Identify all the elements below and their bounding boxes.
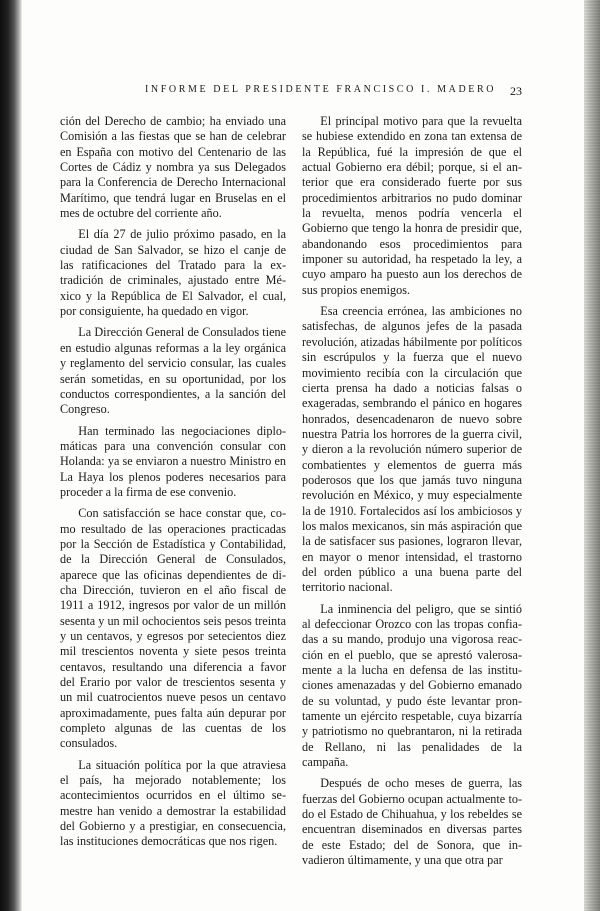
paragraph: Con satisfacción se hace constar que, como resultado de las operaciones practicadas por la Sección de Estadística y Contabilidad, de la Dirección General de Consulados, aparece que las oficinas dependientes de dicha Dirección, tuvieron en el año fiscal de 1911 a 1912, ingresos por valor de un millón sesenta y un mil ochocientos seis pesos treinta y un centavos, y egresos por setecientos diez mil trescientos noventa y siete pesos treinta centavos, resultando una diferencia a favor del Erario por valor de trescientos sesenta y un mil cuatrocientos nueve pesos un centavo aproximadamente, pues falta aún depurar por completo algunas de las cuentas de los consulados. — [60, 506, 286, 751]
paragraph: La situación política por la que atraviesa el país, ha mejorado notablemente; los acontecimientos ocurridos en el último semestre han venido a demostrar la estabilidad del Gobierno y a prestigiar, en consecuencia, las instituciones democráticas que nos rigen. — [60, 757, 286, 849]
paragraph: ción del Derecho de cambio; ha enviado una Comisión a las fiestas que se han de celebrar en España con motivo del Centenario de las Cortes de Cádiz y nombra ya sus Delegados para la Conferencia de Derecho Internacional Marítimo, que tendrá lugar en Bruselas en el mes de octubre del corriente año. — [60, 114, 286, 221]
paragraph: Han terminado las negociaciones diplomáticas para una convención consular con Holanda: ya se enviaron a nuestro Ministro en La Haya los plenos poderes necesarios para proceder a la firma de ese convenio. — [60, 423, 286, 499]
page-number: 23 — [510, 84, 522, 98]
paragraph: Después de ocho meses de guerra, las fuerzas del Gobierno ocupan actualmente todo el Estado de Chihuahua, y los rebeldes se encuentran diseminados en diversas partes de este Estado; del de Sonora, que invadieron últimamente, y una que otra par — [302, 776, 522, 868]
book-binding-shadow — [0, 0, 22, 911]
page-header — [60, 84, 522, 102]
paragraph: El día 27 de julio próximo pasado, en la ciudad de San Salvador, se hizo el canje de las ratificaciones del Tratado para la extradición de criminales, ajustado entre México y la República de El Salvador, el cual, por consiguiente, ha quedado en vigor. — [60, 227, 286, 319]
running-title: INFORME DEL PRESIDENTE FRANCISCO I. MADERO — [145, 84, 497, 95]
paragraph: El principal motivo para que la revuelta se hubiese extendido en zona tan extensa de la República, fué la impresión de que el actual Gobierno era débil; porque, si el anterior que era considerado fuerte por sus procedimientos arbitrarios no pudo dominar la revuelta, menos podría vencerla el Gobierno que tengo la honra de presidir que, abandonando esos procedimientos para imponer su autoridad, ha respetado la ley, a cuyo amparo ha puesto aun los derechos de sus propios enemigos. — [302, 114, 522, 297]
paragraph: La Dirección General de Consulados tiene en estudio algunas reformas a la ley orgánica y reglamento del servicio consular, las cuales serán sometidas, en su oportunidad, por los conductos correspondientes, a la sanción del Congreso. — [60, 325, 286, 417]
page-edge — [584, 0, 600, 911]
left-column — [60, 114, 286, 856]
paragraph: La inminencia del peligro, que se sintió al defeccionar Orozco con las tropas confiadas a su mando, produjo una vigorosa reacción en el pueblo, que se aprestó valerosamente a la lucha en defensa de las instituciones amenazadas y del Gobierno emanado de su voluntad, y pudo éste levantar prontamente un ejército respetable, cuya bizarría y patriotismo no quebrantaron, ni la retirada de Rellano, ni las penalidades de la campaña. — [302, 601, 522, 770]
paragraph: Esa creencia errónea, las ambiciones no satisfechas, de algunos jefes de la pasada revolución, atizadas hábilmente por políticos sin escrúpulos y la fuerza que el nuevo movimiento recibía con la circulación que cierta prensa ha dado a noticias falsas o exageradas, sembrando el pánico en hogares honrados, desencadenaron de nuevo sobre nuestra Patria los horrores de la guerra civil, y dieron a la revolución número superior de combatientes y elementos de guerra más poderosos que los que jamás tuvo ninguna revolución en México, y muy especialmente la de 1910. Fortalecidos así los ambiciosos y los malos mexicanos, sin más aspiración que la de satisfacer sus pasiones, lograron llevar, en mayor o menor intensidad, el trastorno del orden público a una buena parte del territorio nacional. — [302, 304, 522, 595]
right-column — [302, 114, 522, 875]
